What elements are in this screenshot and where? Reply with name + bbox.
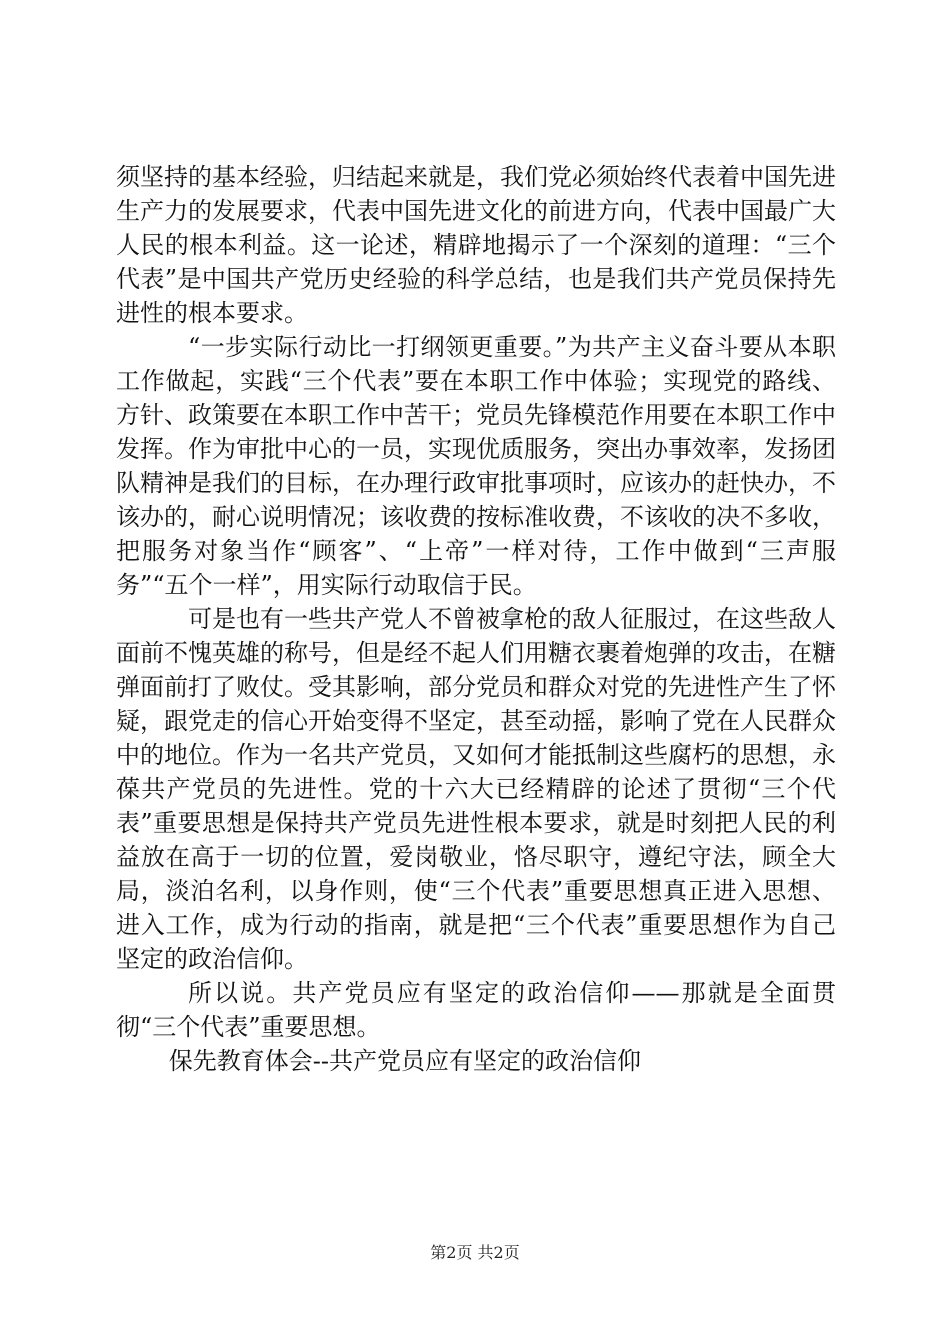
page-number: 第2页 共2页 [430, 1243, 520, 1262]
closing-title: 保先教育体会--共产党员应有坚定的政治信仰 [168, 1047, 642, 1075]
document-body [116, 160, 836, 1078]
paragraph-4: 所以说。共产党员应有坚定的政治信仰——那就是全面贯彻“三个代表”重要思想。 [116, 979, 836, 1041]
paragraph-2: “一步实际行动比一打纲领更重要。”为共产主义奋斗要从本职工作做起，实践“三个代表”要在本职工作中体验；实现党的路线、方针、政策要在本职工作中苦干；党员先锋模范作用要在本职工作中发挥。作为审批中心的一员，实现优质服务，突出办事效率，发扬团队精神是我们的目标，在办理行政审批事项时，应该办的赶快办，不该办的，耐心说明情况；该收费的按标准收费，不该收的决不多收，把服务对象当作“顾客”、“上帝”一样对待，工作中做到“三声服务”“五个一样”，用实际行动取信于民。 [116, 333, 836, 599]
paragraph-1: 须坚持的基本经验，归结起来就是，我们党必须始终代表着中国先进生产力的发展要求，代表中国先进文化的前进方向，代表中国最广大人民的根本利益。这一论述，精辟地揭示了一个深刻的道理：“三个代表”是中国共产党历史经验的科学总结，也是我们共产党员保持先进性的根本要求。 [116, 163, 836, 327]
paragraph-3: 可是也有一些共产党人不曾被拿枪的敌人征服过，在这些敌人面前不愧英雄的称号，但是经不起人们用糖衣裹着炮弹的攻击，在糖弹面前打了败仗。受其影响，部分党员和群众对党的先进性产生了怀疑，跟党走的信心开始变得不坚定，甚至动摇，影响了党在人民群众中的地位。作为一名共产党员，又如何才能抵制这些腐朽的思想，永葆共产党员的先进性。党的十六大已经精辟的论述了贯彻“三个代表”重要思想是保持共产党员先进性根本要求，就是时刻把人民的利益放在高于一切的位置，爱岗敬业，恪尽职守，遵纪守法，顾全大局，淡泊名利，以身作则，使“三个代表”重要思想真正进入思想、进入工作，成为行动的指南，就是把“三个代表”重要思想作为自己坚定的政治信仰。 [116, 605, 836, 973]
